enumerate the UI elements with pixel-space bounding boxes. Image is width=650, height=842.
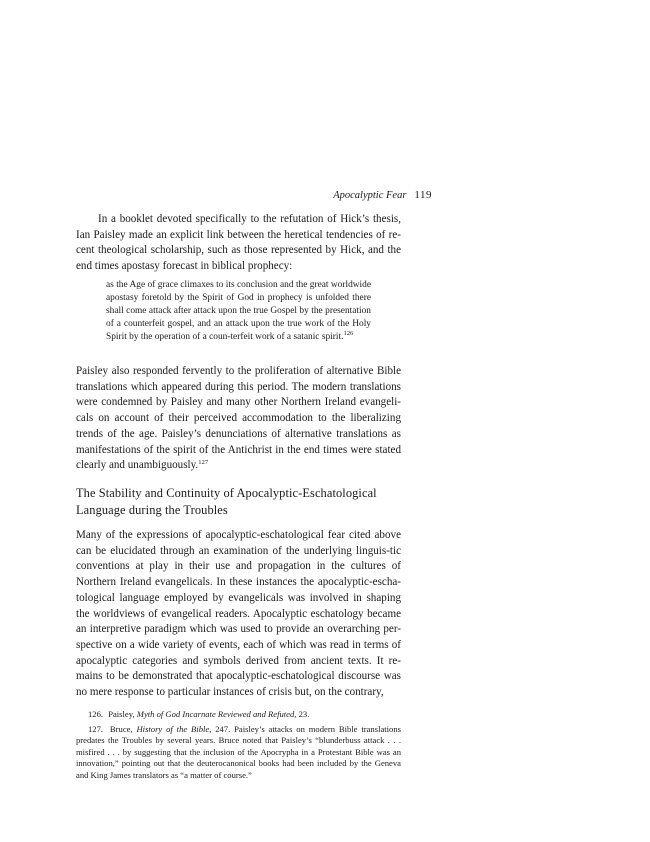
- page-number: 119: [414, 189, 432, 201]
- paragraph-2: [76, 364, 401, 474]
- section-heading: The Stability and Continuity of Apocalyptic-Eschatological Language during the Troubles: [76, 486, 377, 517]
- footnote-number: 127.: [88, 723, 104, 734]
- footnote-127: [76, 724, 401, 782]
- paragraph-2-text: Paisley also responded fervently to the proliferation of alternative Bible translations which appeared during this period. The modern translations were condemned by Paisley and many other Northern Ireland evangeli-cals on account of their perceived accommodation to the liberalizing trends of the age. Paisley’s denunciations of alternative translations as manifestations of the spirit of the Antichrist in the end times were stated clearly and unambiguously.: [76, 365, 401, 472]
- footnote-ref-126[interactable]: 126: [343, 330, 354, 338]
- footnote-number: 126.: [88, 709, 104, 719]
- block-quote: [106, 279, 371, 344]
- paragraph-3: Many of the expressions of apocalyptic-eschatological fear cited above can be elucidated through an examination of the underlying linguis-tic conventions at play in their use and propagation in the cultures of Northern Ireland evangelicals. In these instances the apocalyptic-escha-tological language employed by evangelicals was involved in shaping the worldviews of evangelical readers. Apocalyptic eschatology became an interpretive paradigm which was used to provide an overarching per-spective on a wide variety of events, each of which was read in terms of apocalyptic categories and symbols derived from ancient texts. It re-mains to be demonstrated that apocalyptic-eschatological discourse was no mere response to particular instances of crisis but, on the contrary,: [76, 529, 401, 699]
- footnote-rest: , 247. Paisley’s attacks on modern Bible translations predates the Troubles by several years. Bruce noted that Paisley’s “blunderbuss attack . . . misfired . . . by suggesting that the inclusion of the Apocrypha in a Protestant Bible was an innovation,” pointing out that the deuterocanonical books had been included by the Geneva and King James translators as “a matter of course.”: [76, 723, 401, 780]
- paragraph-1: In a booklet devoted specifically to the refutation of Hick’s thesis, Ian Paisley made an explicit link between the heretical tendencies of re-cent theological scholarship, such as those represented by Hick, and the end times apostasy forecast in biblical prophecy:: [76, 213, 401, 273]
- footnote-rest: , 23.: [294, 709, 310, 719]
- running-head-title: Apocalyptic Fear: [333, 190, 407, 201]
- footnote-work: History of the Bible: [136, 723, 210, 734]
- footnote-author: Bruce,: [109, 723, 133, 734]
- footnote-126: [76, 709, 401, 721]
- running-head: [76, 188, 432, 203]
- footnote-work: Myth of God Incarnate Reviewed and Refuted: [136, 709, 295, 719]
- footnote-author: Paisley,: [108, 709, 135, 719]
- footnote-ref-127[interactable]: 127: [198, 459, 209, 467]
- footnotes: [76, 709, 401, 785]
- block-quote-text: as the Age of grace climaxes to its conclusion and the great worldwide apostasy foretold by the Spirit of God in prophecy is unfolded there shall come attack after attack upon the true Gospel by the presentation of a counterfeit gospel, and an attack upon the true work of the Holy Spirit by the operation of a coun-terfeit work of a satanic spirit.: [106, 280, 371, 343]
